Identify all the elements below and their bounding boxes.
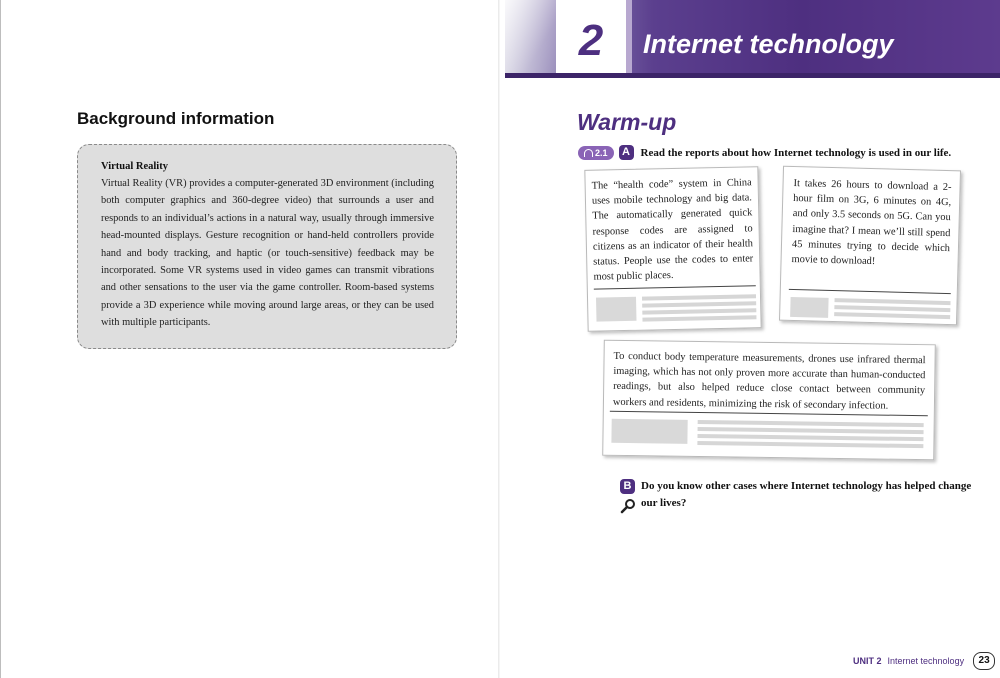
right-page — [500, 0, 1000, 678]
card-text: The “health code” system in China uses mobile technology and big data. The automatically generated quick response codes are assigned to citizens as an indicator of their health status. People use the codes to enter most public places. — [591, 177, 754, 283]
audio-track-badge[interactable] — [578, 146, 614, 160]
text-placeholder-line — [834, 312, 950, 319]
card-text: It takes 26 hours to download a 2-hour film on 3G, 6 minutes on 4G, and only 3.5 seconds on 5G. Can you imagine that? I mean we’ll still spend 45 minutes trying to decide which movie to download! — [791, 177, 952, 268]
task-a — [578, 145, 951, 160]
text-placeholder-line — [698, 427, 924, 434]
image-placeholder — [611, 419, 687, 444]
page-footer — [853, 652, 995, 670]
background-info-box — [77, 144, 457, 349]
info-text: Virtual Reality (VR) provides a computer-generated 3D environment (including both computer graphics and 360-degree video) that surrounds a user and responds to an individual’s actions in a natural way, usually through immersive head-mounted displays. Gesture recognition or hand-held controllers provide hand and body tracking, and haptic (or touch-sensitive) feedback may be incorporated. Some VR systems used in video games can transmit vibrations and other sensations to the user via the game controller. Room-based systems provide a 3D experience while moving around large areas, or they can be used with multiple participants. — [101, 178, 434, 329]
task-b-question: Do you know other cases where Internet technology has helped change our lives? — [641, 480, 972, 509]
report-card-drones — [602, 340, 936, 461]
unit-banner — [505, 0, 1000, 78]
text-placeholder-line — [642, 308, 756, 314]
task-a-instruction: Read the reports about how Internet technology is used in our life. — [640, 146, 952, 159]
text-placeholder-line — [835, 298, 951, 305]
text-placeholder-line — [698, 420, 924, 427]
task-letter-a: A — [619, 145, 634, 160]
info-heading: Virtual Reality — [101, 161, 168, 172]
card-divider — [594, 285, 756, 289]
unit-title: Internet technology — [643, 29, 894, 59]
footer-unit-title: Internet technology — [887, 656, 965, 666]
card-text: To conduct body temperature measurements, drones use infrared thermal imaging, which has not only proven more accurate than human-conducted readings, but also helped reduce close contact between community workers and residents, minimizing the risk of secondary infection. — [612, 350, 926, 412]
audio-track-label: 2.1 — [595, 147, 608, 158]
task-letter-b: B — [620, 479, 635, 494]
text-placeholder-line — [642, 301, 756, 307]
warmup-title: Warm-up — [577, 109, 677, 135]
text-placeholder-line — [697, 441, 923, 448]
section-title: Background information — [77, 109, 275, 128]
page-number: 23 — [973, 652, 995, 670]
unit-number: 2 — [578, 16, 604, 65]
text-placeholder-line — [642, 294, 756, 300]
banner-divider — [626, 0, 632, 76]
card-divider — [789, 289, 951, 294]
search-icon — [620, 498, 636, 514]
report-card-health-code — [584, 166, 761, 332]
text-placeholder-line — [834, 305, 950, 312]
text-placeholder-line — [697, 434, 923, 441]
footer-unit-label: UNIT 2 — [853, 656, 882, 666]
image-placeholder — [596, 297, 636, 322]
text-placeholder-line — [642, 315, 756, 321]
image-placeholder — [790, 297, 829, 318]
banner-bottom-bar — [505, 73, 1000, 78]
report-card-5g-download — [779, 166, 961, 326]
headphones-icon — [584, 149, 593, 157]
